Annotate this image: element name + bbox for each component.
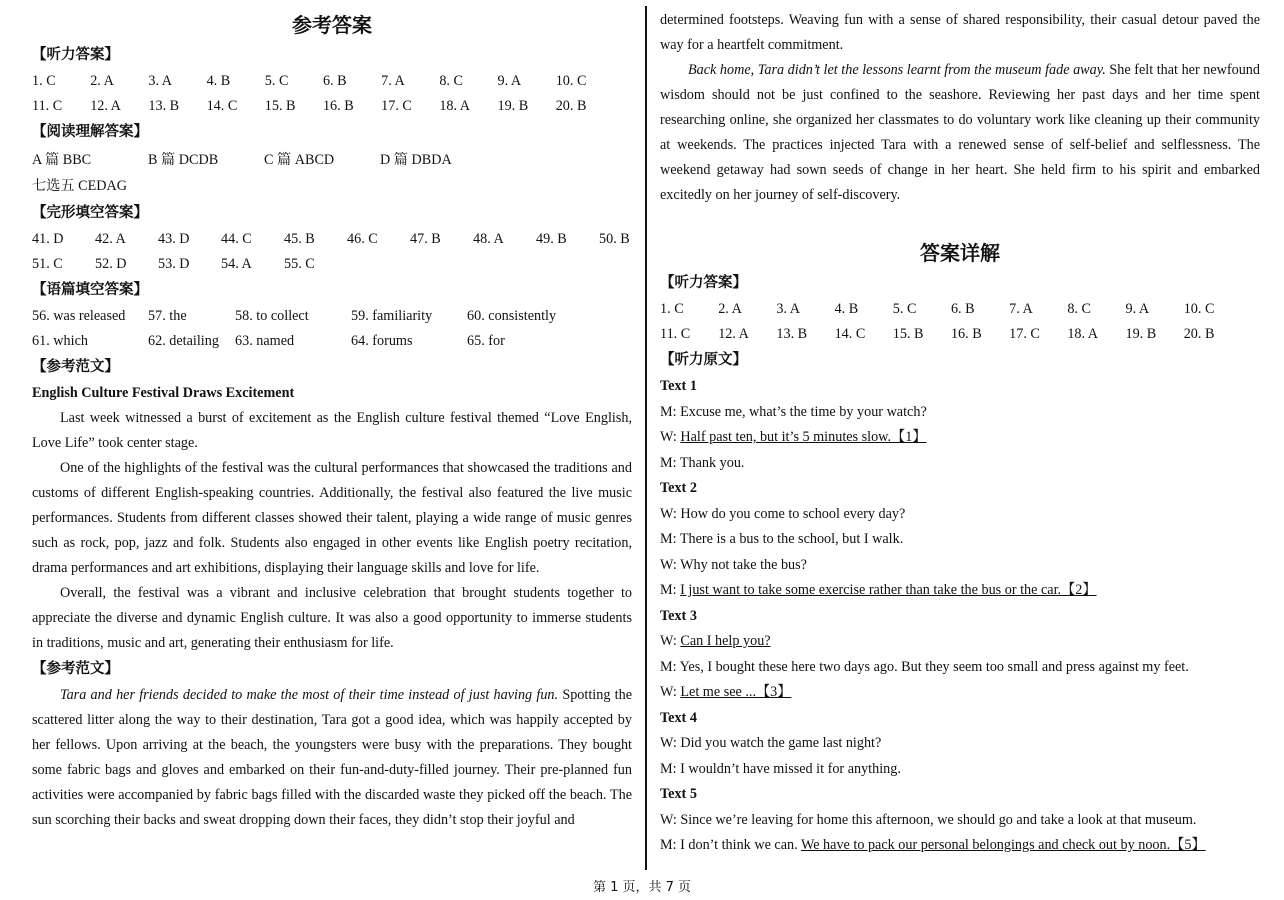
answer-item: 50. B	[599, 230, 630, 247]
answer-item: 52. D	[95, 255, 127, 272]
reading-answers-row	[32, 146, 632, 174]
transcript-line	[660, 680, 1260, 706]
answer-item: 5. C	[892, 301, 917, 317]
transcript-line: M: I wouldn’t have missed it for anything.	[660, 760, 901, 777]
model-essay-2-header: 【参考范文】	[32, 660, 119, 677]
answer-item: 8. C	[1067, 301, 1091, 317]
answer-key-underline: Can I help you?	[680, 633, 771, 649]
essay-2-body: Spotting the scattered litter along the way to their destination, Tara got a good idea, which was happily accepted by her fellows. Upon arriving at the beach, the youngsters were busy with the preparations. They bought some fabric bags and gloves and embarked on their fun-and-duty-filled journey. Their pre-planned fun activities were accompanied by fabric bags filled with the discarded waste they picked off the beach. The sun scorching their backs and sweat dropping down their faces, they didn’t stop their joyful and	[32, 686, 632, 828]
answer-item: 49. B	[536, 230, 567, 247]
answer-item: 1. C	[32, 73, 56, 89]
speaker-label: M:	[660, 582, 681, 598]
transcript-line: M: There is a bus to the school, but I walk.	[660, 531, 904, 547]
answer-item: 45. B	[284, 230, 315, 247]
text-3-label: Text 3	[660, 607, 697, 624]
answer-item: 11. C	[32, 98, 63, 114]
answer-item: 7. A	[1009, 301, 1033, 317]
right-column	[660, 8, 1260, 859]
grammar-answer: 57. the	[148, 307, 187, 324]
answer-item: 6. B	[322, 73, 347, 89]
model-essay-1-paragraph: One of the highlights of the festival was the cultural performances that showcased the traditions and customs of different English-speaking countries. Additionally, the festival also featured the live music performances. Students from different classes showed their talent, playing a wide range of music genres such as rock, pop, jazz and folk. Students also engaged in other events like English poetry recitation, drama performances and art exhibitions, displaying their language skills and love for life.	[32, 459, 632, 576]
answer-item: 54. A	[221, 255, 252, 272]
grammar-answer: 65. for	[467, 332, 505, 349]
reading-answer-a: A 篇 BBC	[32, 152, 92, 168]
answer-item: 10. C	[1183, 301, 1215, 317]
grammar-answer: 61. which	[32, 332, 88, 349]
speaker-line-text: M: I don’t think we can.	[660, 837, 801, 853]
answer-item: 15. B	[892, 326, 924, 342]
transcript-line: W: Since we’re leaving for home this afternoon, we should go and take a look at that museum.	[660, 811, 1197, 828]
answer-item: 8. C	[439, 73, 463, 89]
listening-answers-row-2	[32, 94, 632, 119]
answer-key-underline: We have to pack our personal belongings and check out by noon.【5】	[800, 837, 1206, 853]
answer-item: 43. D	[158, 230, 190, 247]
essay-2-paragraph-2-body: She felt that her newfound wisdom should not be just confined to the seashore. Reviewing her past days and her time spent researching online, she organized her classmates to do voluntary work like cleaning up their community at weekends. The practices injected Tara with a renewed sense of self-belief and selflessness. The weekend getaway had sown seeds of change in her heart. She held firm to his spirit and embarked excitedly on her journey of self-discovery.	[660, 62, 1260, 203]
grammar-answer: 59. familiarity	[351, 307, 433, 324]
reading-answer-d: D 篇 DBDA	[380, 152, 452, 168]
answer-item: 53. D	[158, 255, 190, 272]
listening-answers-row-1b	[660, 297, 1260, 322]
answer-item: 46. C	[347, 230, 378, 247]
transcript-line: M: Excuse me, what’s the time by your watch?	[660, 403, 927, 420]
answer-item: 10. C	[555, 73, 587, 89]
answer-item: 12. A	[90, 98, 121, 114]
answer-item: 3. A	[776, 301, 801, 317]
answer-item: 11. C	[660, 326, 691, 342]
transcript-line	[660, 629, 1260, 655]
model-essay-2-paragraph	[32, 683, 632, 833]
answer-item: 19. B	[497, 98, 529, 114]
transcript-line	[660, 578, 1260, 604]
cloze-answers-row-2	[32, 252, 632, 277]
model-essay-2-continued: determined footsteps. Weaving fun with a sense of shared responsibility, their casual detour paved the way for a heartfelt commitment.	[660, 12, 1260, 53]
text-2-label: Text 2	[660, 480, 697, 496]
essay-2-lead-sentence: Tara and her friends decided to make the most of their time instead of just having fun.	[60, 686, 559, 703]
answer-item: 20. B	[1183, 326, 1215, 342]
transcript-line	[660, 425, 1260, 451]
transcript-line: M: Yes, I bought these here two days ago. But they seem too small and press against my feet.	[660, 658, 1189, 675]
grammar-fill-row-1	[32, 304, 632, 329]
seven-choose-five-answer: 七选五 CEDAG	[32, 178, 127, 194]
grammar-answer: 63. named	[235, 332, 295, 349]
grammar-answer: 64. forums	[351, 332, 413, 349]
model-essay-2-paragraph-2	[660, 58, 1260, 208]
answer-item: 4. B	[206, 73, 231, 89]
answer-key-underline: Half past ten, but it’s 5 minutes slow.【1】	[680, 429, 927, 445]
transcript-line	[660, 833, 1260, 859]
essay-2-paragraph-2-lead: Back home, Tara didn’t let the lessons learnt from the museum fade away.	[688, 62, 1106, 78]
listening-answers-row-2b	[660, 322, 1260, 347]
answer-item: 14. C	[834, 326, 866, 342]
answer-item: 51. C	[32, 255, 63, 272]
speaker-label: W:	[660, 429, 681, 445]
cloze-answers-header: 【完形填空答案】	[32, 204, 148, 221]
answer-item: 19. B	[1125, 326, 1157, 342]
answer-item: 55. C	[284, 255, 315, 272]
listening-answers-row-1	[32, 69, 632, 94]
answer-item: 16. B	[950, 326, 982, 342]
answer-item: 5. C	[264, 73, 289, 89]
page-footer: 第 1 页，共 7 页	[592, 880, 692, 895]
answer-key-underline: I just want to take some exercise rather than take the bus or the car.【2】	[680, 582, 1097, 598]
page-title: 参考答案	[292, 13, 372, 37]
cloze-answers-row-1	[32, 227, 632, 252]
answer-item: 15. B	[264, 98, 296, 114]
answer-item: 47. B	[410, 230, 441, 247]
answer-item: 2. A	[718, 301, 742, 317]
grammar-answer: 60. consistently	[467, 307, 557, 324]
answer-item: 17. C	[1009, 326, 1040, 342]
answer-item: 9. A	[497, 73, 522, 89]
answer-item: 12. A	[718, 326, 749, 342]
answer-item: 2. A	[90, 73, 114, 89]
answer-item: 6. B	[950, 301, 975, 317]
answer-item: 48. A	[473, 230, 504, 247]
model-essay-1-title: English Culture Festival Draws Excitement	[32, 384, 295, 401]
transcript-line: M: Thank you.	[660, 454, 745, 471]
answer-item: 44. C	[221, 230, 252, 247]
transcript-line: W: How do you come to school every day?	[660, 505, 906, 522]
transcript-line: W: Did you watch the game last night?	[660, 735, 882, 751]
text-1-label: Text 1	[660, 378, 697, 394]
answer-item: 18. A	[439, 98, 471, 114]
column-divider	[645, 6, 647, 870]
model-essay-1-paragraph: Last week witnessed a burst of excitement as the English culture festival themed “Love English, Love Life” took center stage.	[32, 409, 632, 451]
speaker-label: W:	[660, 684, 681, 700]
grammar-answer: 58. to collect	[235, 307, 309, 324]
left-column	[32, 8, 632, 833]
answer-item: 13. B	[776, 326, 808, 342]
answer-item: 18. A	[1067, 326, 1099, 342]
answer-details-title: 答案详解	[920, 241, 1000, 265]
answer-item: 17. C	[381, 98, 412, 114]
answer-item: 9. A	[1125, 301, 1150, 317]
answer-item: 4. B	[834, 301, 859, 317]
answer-item: 7. A	[381, 73, 405, 89]
reading-answers-header: 【阅读理解答案】	[32, 124, 148, 140]
transcript-line: W: Why not take the bus?	[660, 556, 807, 573]
grammar-fill-row-2	[32, 329, 632, 354]
answer-item: 3. A	[148, 73, 173, 89]
answer-item: 20. B	[555, 98, 587, 114]
answer-item: 1. C	[660, 301, 684, 317]
reading-answer-b: B 篇 DCDB	[148, 152, 219, 168]
grammar-answer: 56. was released	[32, 307, 126, 324]
listening-answers-header: 【听力答案】	[32, 47, 119, 63]
answer-item: 13. B	[148, 98, 180, 114]
listening-transcript-header: 【听力原文】	[660, 352, 747, 368]
listening-answers-header-2: 【听力答案】	[660, 275, 747, 291]
answer-key-underline: Let me see ...【3】	[680, 684, 792, 700]
model-essay-1-header: 【参考范文】	[32, 358, 119, 375]
text-4-label: Text 4	[660, 709, 697, 726]
grammar-answer: 62. detailing	[148, 332, 219, 349]
speaker-label: W:	[660, 633, 681, 649]
reading-answer-c: C 篇 ABCD	[264, 152, 335, 168]
text-5-label: Text 5	[660, 786, 697, 802]
answer-item: 14. C	[206, 98, 238, 114]
answer-item: 42. A	[95, 230, 126, 247]
grammar-fill-header: 【语篇填空答案】	[32, 281, 148, 298]
answer-item: 41. D	[32, 230, 64, 247]
answer-item: 16. B	[322, 98, 354, 114]
model-essay-1-paragraph: Overall, the festival was a vibrant and inclusive celebration that brought students together to appreciate the diverse and dynamic English culture. It was also a good opportunity to immerse students in traditions, music and art, generating their enthusiasm for life.	[32, 584, 632, 651]
